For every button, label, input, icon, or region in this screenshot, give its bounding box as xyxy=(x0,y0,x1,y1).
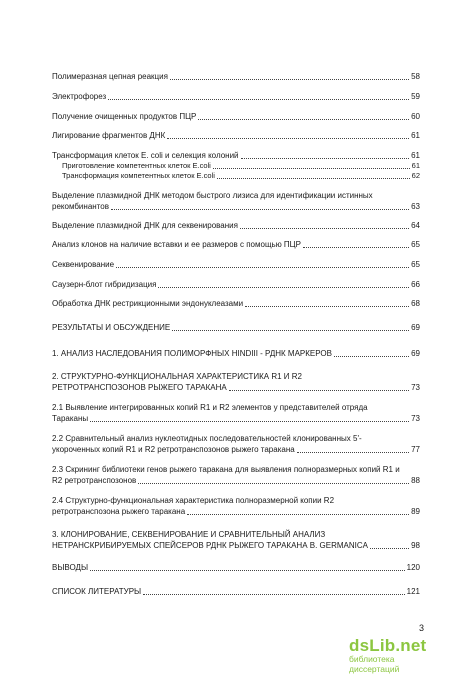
dot-leader xyxy=(108,99,409,100)
toc-entry xyxy=(52,403,420,424)
dot-leader xyxy=(370,548,409,549)
toc-page-number: 77 xyxy=(411,445,420,454)
dot-leader xyxy=(334,356,409,357)
toc-entry xyxy=(52,240,420,250)
dot-leader xyxy=(217,178,410,179)
dot-leader xyxy=(240,228,409,229)
toc-entry-title: Обработка ДНК рестрикционными эндонуклеазами xyxy=(52,299,244,308)
watermark-logo xyxy=(349,636,447,676)
toc-entry xyxy=(52,349,420,359)
toc-entry-title: Секвенирование xyxy=(52,260,115,269)
dot-leader xyxy=(138,483,409,484)
toc-entry-title: Полимеразная цепная реакция xyxy=(52,72,168,81)
toc-entry-title: Выделение плазмидной ДНК методом быстрого лизиса для идентификации истинных xyxy=(52,191,373,200)
toc-page-number: 61 xyxy=(411,161,420,170)
toc-entry-title: Трансформация компетентных клеток E.coli xyxy=(62,171,215,180)
watermark-subtitle: библиотека диссертаций xyxy=(349,654,400,674)
toc-entry xyxy=(52,260,420,270)
toc-page-number: 63 xyxy=(411,202,420,211)
page-number: 3 xyxy=(419,623,425,633)
toc-entry-title: ретротранспозона рыжего таракана xyxy=(52,507,186,516)
dot-leader xyxy=(245,306,409,307)
toc-entry xyxy=(52,563,420,573)
toc-subentry xyxy=(62,171,420,181)
dot-leader xyxy=(170,79,409,80)
toc-entry-title: укороченных копий R1 и R2 ретротранспозонов рыжего таракана xyxy=(52,445,295,454)
toc-page-number: 60 xyxy=(411,112,420,121)
toc-entry xyxy=(52,434,420,455)
toc-entry-title: 2.3 Скрининг библиотеки генов рыжего таракана для выявления полноразмерных копий R1 и xyxy=(52,465,400,474)
toc-entry-title: R2 ретротранспозонов xyxy=(52,476,137,485)
toc-page-number: 73 xyxy=(411,383,420,392)
toc-entry-title: Выделение плазмидной ДНК для секвенирования xyxy=(52,221,238,230)
toc-entry-title: Саузерн-блот гибридизация xyxy=(52,280,157,289)
toc-page-number: 59 xyxy=(411,92,420,101)
toc-entry xyxy=(52,496,420,517)
toc-entry-title: рекомбинантов xyxy=(52,202,109,211)
toc-page-number: 89 xyxy=(411,507,420,516)
toc-entry-title: Тараканы xyxy=(52,414,89,423)
toc-page-number: 64 xyxy=(411,221,420,230)
toc-entry-title: НЕТРАНСКРИБИРУЕМЫХ СПЕЙСЕРОВ РДНК РЫЖЕГО ТАРАКАНА B. GERMANICA xyxy=(52,541,368,550)
dot-leader xyxy=(90,570,405,571)
toc-entry-title: Приготовление компетентных клеток E.coli xyxy=(62,161,211,170)
watermark-title: dsLib.net xyxy=(349,636,427,655)
toc-page-number: 69 xyxy=(411,349,420,358)
toc-subentry xyxy=(62,161,420,171)
toc-entry-title: ВЫВОДЫ xyxy=(52,563,89,572)
dot-leader xyxy=(187,514,409,515)
toc-page-number: 69 xyxy=(411,323,420,332)
toc-page-number: 61 xyxy=(411,151,420,160)
toc-page-number: 98 xyxy=(411,541,420,550)
toc-entry xyxy=(52,323,420,333)
toc-entry xyxy=(52,280,420,290)
toc-page-number: 65 xyxy=(411,260,420,269)
toc-entry xyxy=(52,587,420,597)
toc-entry xyxy=(52,112,420,122)
toc-entry xyxy=(52,92,420,102)
dot-leader xyxy=(158,287,409,288)
toc-entry-title: 2.2 Сравнительный анализ нуклеотидных последовательностей клонированных 5'- xyxy=(52,434,362,443)
dot-leader xyxy=(229,390,409,391)
toc-entry xyxy=(52,530,420,551)
toc-entry-title: Электрофорез xyxy=(52,92,107,101)
toc-entry-title: 2. СТРУКТУРНО-ФУНКЦИОНАЛЬНАЯ ХАРАКТЕРИСТИКА R1 И R2 xyxy=(52,372,302,381)
toc-page-number: 68 xyxy=(411,299,420,308)
toc-entry-title: Получение очищенных продуктов ПЦР xyxy=(52,112,197,121)
dot-leader xyxy=(241,158,410,159)
toc-entry xyxy=(52,299,420,309)
toc-entry xyxy=(52,131,420,141)
toc-entry-title: 1. АНАЛИЗ НАСЛЕДОВАНИЯ ПОЛИМОРФНЫХ HINDIII - РДНК МАРКЕРОВ xyxy=(52,349,332,358)
toc-entry-title: РЕТРОТРАНСПОЗОНОВ РЫЖЕГО ТАРАКАНА xyxy=(52,383,227,392)
toc-entry xyxy=(52,372,420,393)
dot-leader xyxy=(167,138,409,139)
toc-page-number: 61 xyxy=(411,131,420,140)
toc-page-number: 88 xyxy=(411,476,420,485)
toc-entry xyxy=(52,465,420,486)
toc-entry-title: СПИСОК ЛИТЕРАТУРЫ xyxy=(52,587,142,596)
toc-entry-title: 2.4 Структурно-функциональная характеристика полноразмерной копии R2 xyxy=(52,496,335,505)
toc-entry xyxy=(52,72,420,82)
toc-entry-title: Трансформация клеток E. coli и селекция колоний xyxy=(52,151,239,160)
dot-leader xyxy=(116,267,409,268)
toc-page-number: 66 xyxy=(411,280,420,289)
toc-page-number: 121 xyxy=(406,587,420,596)
dot-leader xyxy=(213,168,410,169)
dot-leader xyxy=(172,330,409,331)
dot-leader xyxy=(143,594,405,595)
toc-page-number: 65 xyxy=(411,240,420,249)
toc-entry-title: Лигирование фрагментов ДНК xyxy=(52,131,166,140)
toc-page-number: 73 xyxy=(411,414,420,423)
toc-entry-title: 2.1 Выявление интегрированных копий R1 и R2 элементов у представителей отряда xyxy=(52,403,368,412)
toc-entry xyxy=(52,151,420,161)
dot-leader xyxy=(303,247,409,248)
dot-leader xyxy=(90,421,409,422)
toc-entry-title: РЕЗУЛЬТАТЫ И ОБСУЖДЕНИЕ xyxy=(52,323,171,332)
toc-page-number: 62 xyxy=(411,171,420,180)
toc-entry xyxy=(52,221,420,231)
toc-page-number: 58 xyxy=(411,72,420,81)
toc-entry-title: Анализ клонов на наличие вставки и ее размеров с помощью ПЦР xyxy=(52,240,301,249)
dot-leader xyxy=(111,209,409,210)
toc-page-number: 120 xyxy=(406,563,420,572)
toc-entry-title: 3. КЛОНИРОВАНИЕ, СЕКВЕНИРОВАНИЕ И СРАВНИТЕЛЬНЫЙ АНАЛИЗ xyxy=(52,530,326,539)
dot-leader xyxy=(198,119,409,120)
toc-entry xyxy=(52,191,420,212)
dot-leader xyxy=(297,452,409,453)
